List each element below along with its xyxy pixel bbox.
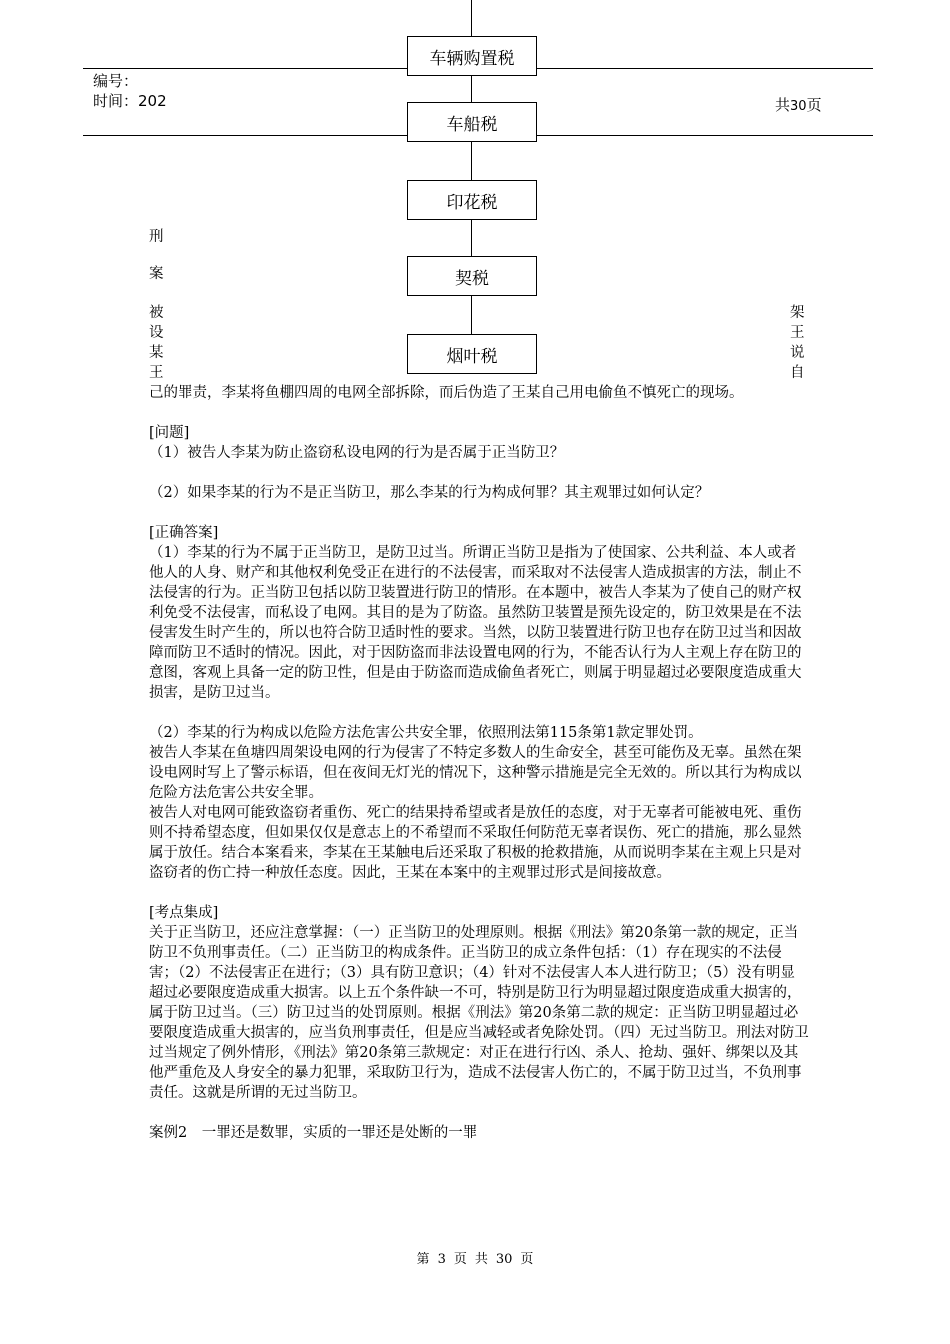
header-page-unit: 页	[806, 96, 822, 114]
footer-prefix: 第	[416, 1252, 430, 1267]
footer-page-unit: 页	[453, 1252, 467, 1267]
footer-total-label: 共	[474, 1252, 488, 1267]
flowchart-box-tobacco-tax: 烟叶税	[407, 334, 537, 374]
flowchart-box-deed-tax: 契税	[407, 256, 537, 296]
fragment-right: 王	[790, 325, 805, 341]
flowchart-connector	[471, 218, 472, 258]
fragment-right: 自	[790, 365, 805, 381]
points-text: 关于正当防卫，还应注意掌握：（一）正当防卫的处理原则。根据《刑法》第20条第一款的规定，正当防卫不负刑事责任。（二）正当防卫的构成条件。正当防卫的成立条件包括：（1）存在现实的不法侵害；（2）不法侵害正在进行；（3）具有防卫意识；（4）针对不法侵害人本人进行防卫；（5）没有明显超过必要限度造成重大损害。以上五个条件缺一不可，特别是防卫行为明显超过限度造成重大损害的，属于防卫过当。（三）防卫过当的处罚原则。根据《刑法》第20条第二款的规定：正当防卫明显超过必要限度造成重大损害的，应当负刑事责任，但是应当减轻或者免除处罚。（四）无过当防卫。刑法对防卫过当规定了例外情形，《刑法》第20条第三款规定：对正在进行行凶、杀人、抢劫、强奸、绑架以及其他严重危及人身安全的暴力犯罪，采取防卫行为，造成不法侵害人伤亡的，不属于防卫过当，不负刑事责任。这就是所谓的无过当防卫。	[149, 925, 809, 1101]
question-heading: [问题]	[149, 425, 190, 441]
header-time-label: 时间：202	[93, 92, 167, 110]
flowchart-box-stamp-tax: 印花税	[407, 180, 537, 220]
case-2-title: 案例2 一罪还是数罪，实质的一罪还是处断的一罪	[149, 1125, 478, 1141]
flowchart-connector	[471, 140, 472, 182]
fragment-left: 王	[149, 365, 164, 381]
flowchart-box-vehicle-vessel-tax: 车船税	[407, 102, 537, 142]
header-page-fragment: 共	[775, 96, 791, 114]
header-page-count	[775, 94, 822, 115]
footer-suffix: 页	[520, 1252, 534, 1267]
fragment-right: 说	[790, 345, 805, 361]
footer-page-number: 3	[437, 1252, 446, 1267]
page-footer	[0, 1248, 950, 1267]
case-intro-tail: 己的罪责，李某将鱼棚四周的电网全部拆除，而后伪造了王某自己用电偷鱼不慎死亡的现场。	[149, 385, 744, 401]
flowchart-connector	[471, 0, 472, 36]
flowchart-box-vehicle-purchase-tax: 车辆购置税	[407, 36, 537, 76]
answer-heading: [正确答案]	[149, 525, 219, 541]
points-heading: [考点集成]	[149, 905, 219, 921]
question-1: （1）被告人李某为防止盗窃私设电网的行为是否属于正当防卫？	[149, 445, 565, 461]
question-2: （2）如果李某的行为不是正当防卫，那么李某的行为构成何罪？其主观罪过如何认定？	[149, 485, 710, 501]
main-body	[149, 383, 809, 1143]
fragment-left: 某	[149, 345, 164, 361]
fragment-left: 设	[149, 325, 164, 341]
flowchart-connector	[471, 74, 472, 102]
flowchart-connector	[471, 294, 472, 334]
answer-2-conclusion: （2）李某的行为构成以危险方法危害公共安全罪，依照刑法第115条第1款定罪处罚。	[149, 725, 703, 741]
answer-1: （1）李某的行为不属于正当防卫，是防卫过当。所谓正当防卫是指为了使国家、公共利益、本人或者他人的人身、财产和其他权利免受正在进行的不法侵害，而采取对不法侵害人造成损害的方法，制止不法侵害的行为。正当防卫包括以防卫装置进行防卫的情形。在本题中，被告人李某为了使自己的财产权利免受不法侵害，而私设了电网。其目的是为了防盗。虽然防卫装置是预先设定的，防卫效果是在不法侵害发生时产生的，所以也符合防卫适时性的要求。当然，以防卫装置进行防卫也存在防卫过当和因故障而防卫不适时的情况。因此，对于因防盗而非法设置电网的行为，不能否认行为人主观上存在防卫的意图，客观上具备一定的防卫性，但是由于防盗而造成偷鱼者死亡，则属于明显超过必要限度造成重大损害，是防卫过当。	[149, 545, 802, 701]
fragment-left: 被	[149, 305, 164, 321]
fragment-right: 架	[790, 305, 805, 321]
answer-2-reasoning: 被告人李某在鱼塘四周架设电网的行为侵害了不特定多数人的生命安全，甚至可能伤及无辜。虽然在架设电网时写上了警示标语，但在夜间无灯光的情况下，这种警示措施是完全无效的。所以其行为构成以危险方法危害公共安全罪。	[149, 745, 802, 801]
footer-total-pages: 30	[495, 1252, 513, 1267]
header-page-total: 30	[790, 99, 807, 114]
answer-2-mental-state: 被告人对电网可能致盗窃者重伤、死亡的结果持希望或者是放任的态度，对于无辜者可能被电死、重伤则不持希望态度，但如果仅仅是意志上的不希望而不采取任何防范无辜者误伤、死亡的措施，那么显然属于放任。结合本案看来，李某在王某触电后还采取了积极的抢救措施，从而说明李某在主观上只是对盗窃者的伤亡持一种放任态度。因此，王某在本案中的主观罪过形式是间接故意。	[149, 805, 802, 881]
fragment-left: 刑	[149, 229, 164, 245]
fragment-left: 案	[149, 266, 164, 282]
header-number-label: 编号：	[93, 72, 139, 90]
